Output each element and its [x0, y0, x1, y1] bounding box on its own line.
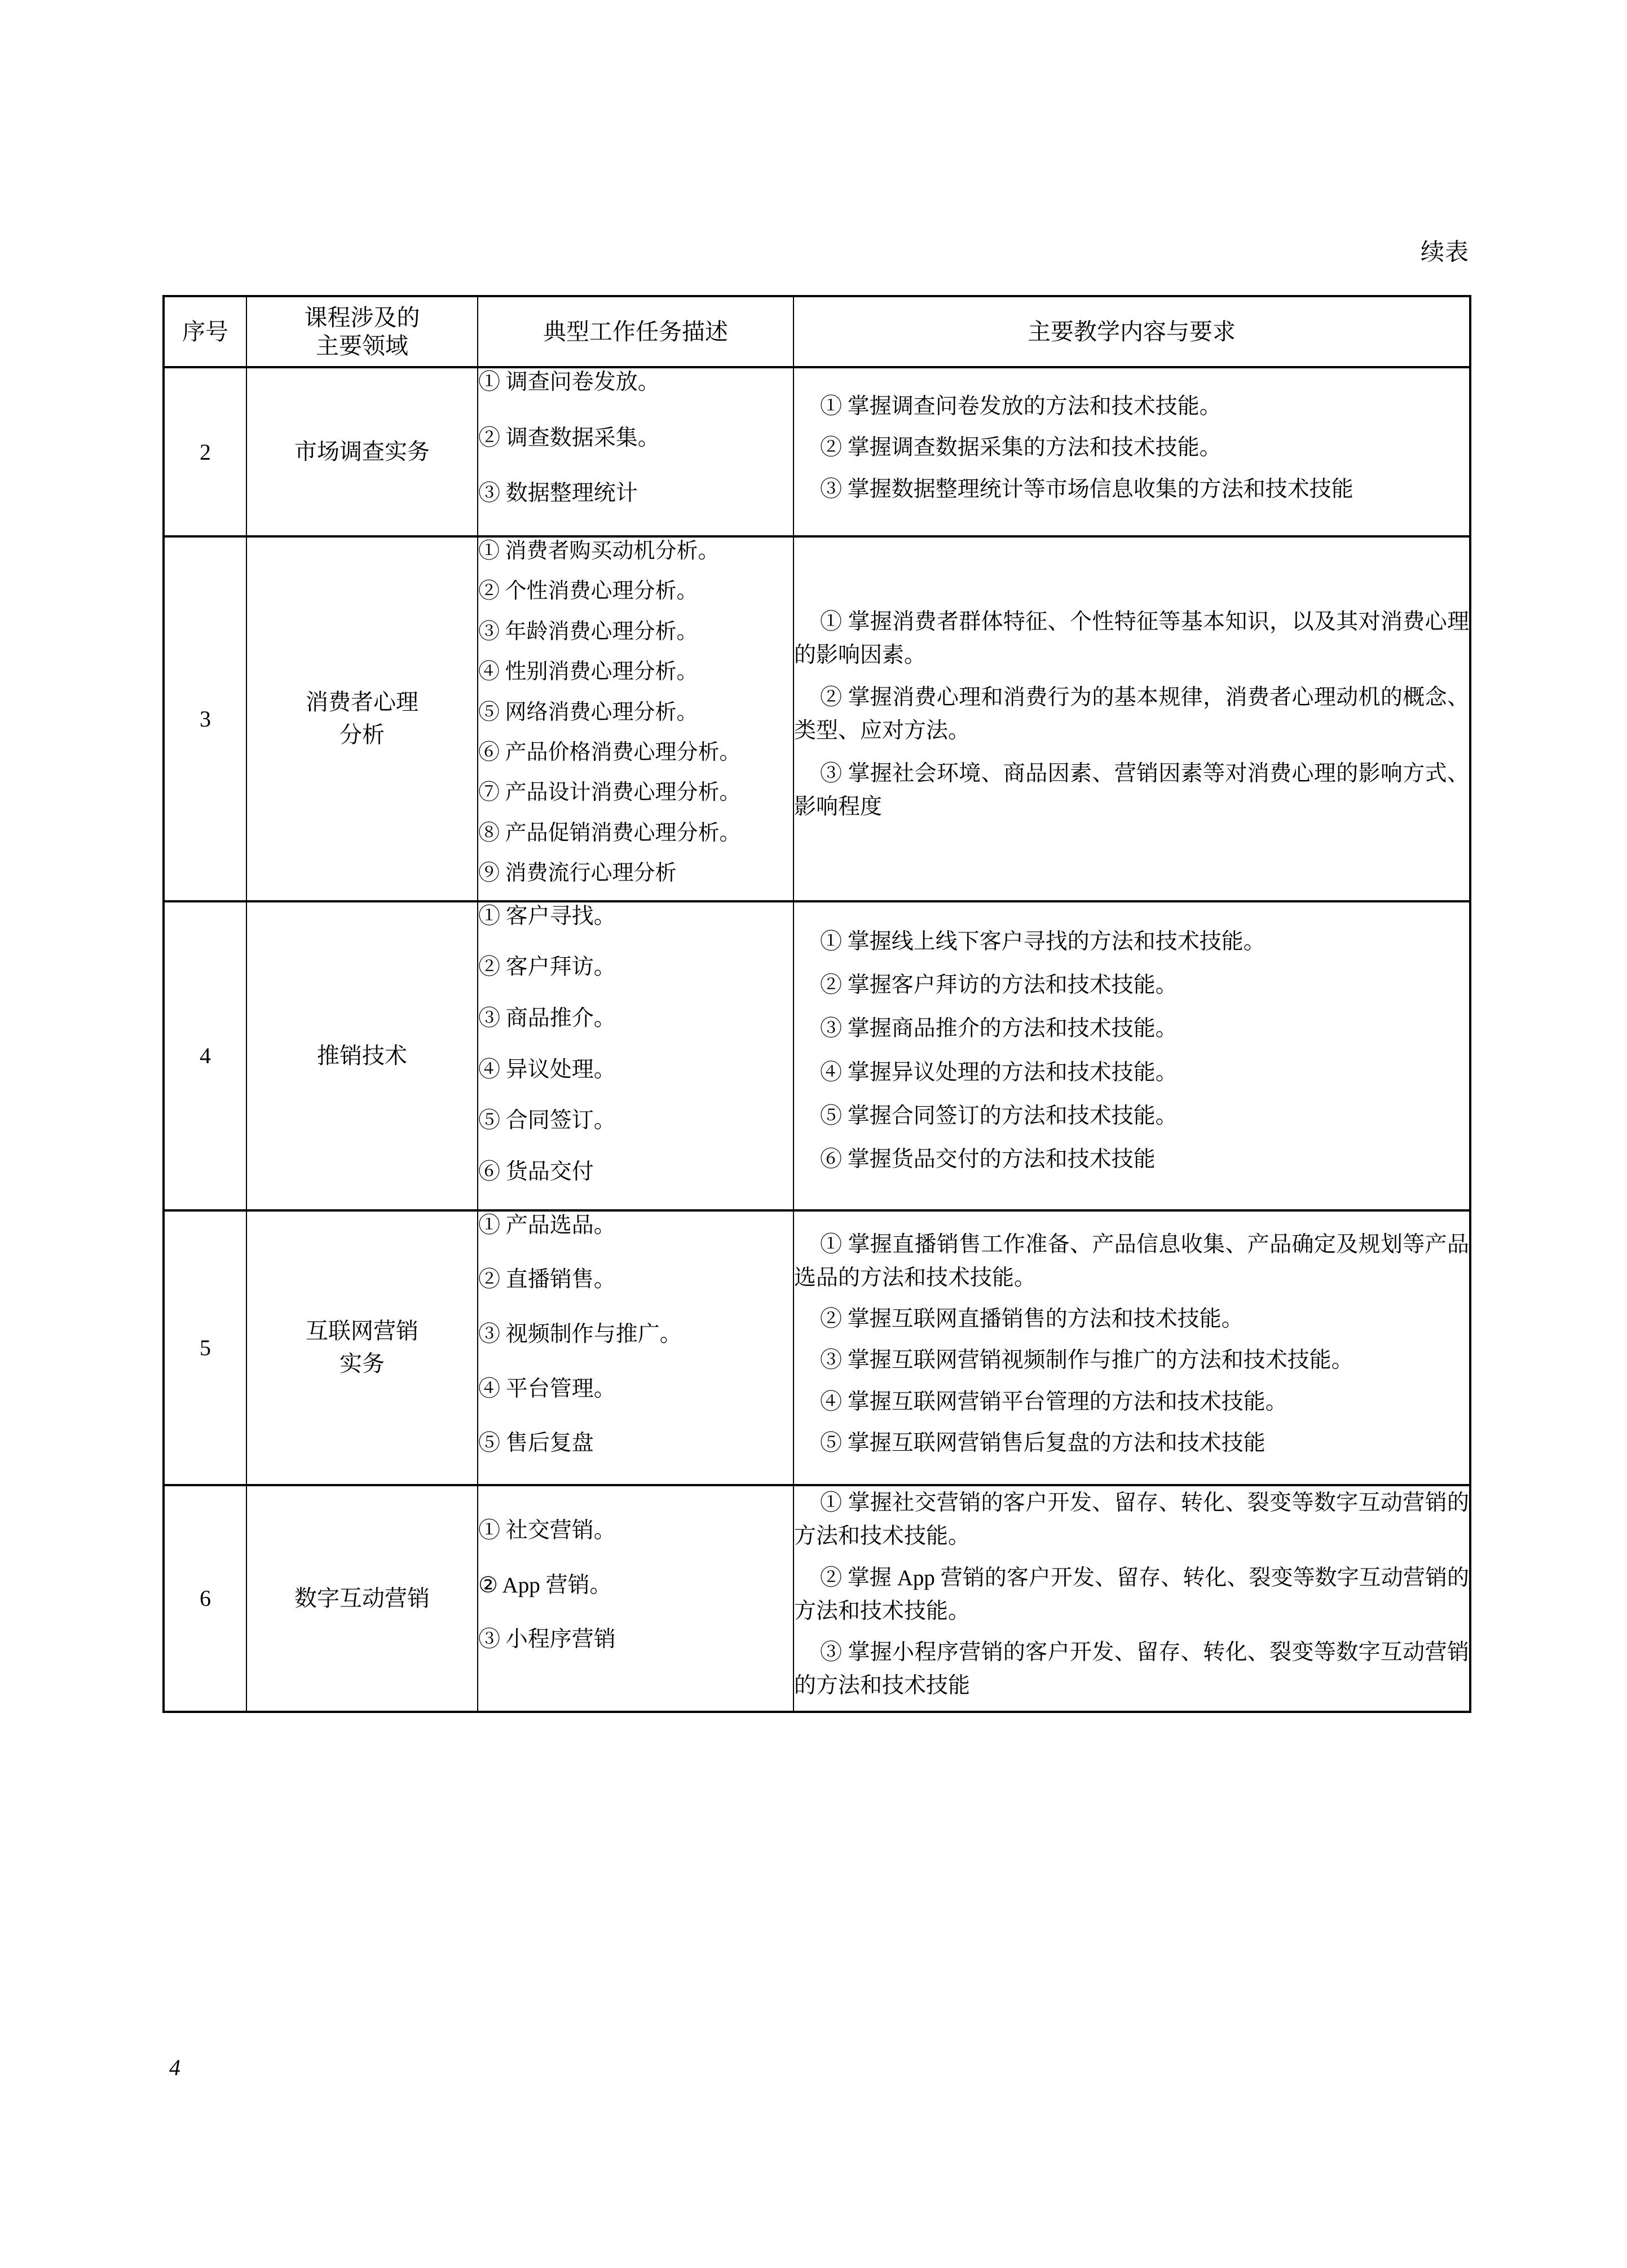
teaching-item: ② 掌握 App 营销的客户开发、留存、转化、裂变等数字互动营销的方法和技术技能。	[794, 1565, 1469, 1623]
cell-work-tasks	[478, 367, 793, 536]
teaching-item: ⑤ 掌握互联网营销售后复盘的方法和技术技能	[820, 1430, 1266, 1455]
teaching-item: ① 掌握消费者群体特征、个性特征等基本知识，以及其对消费心理的影响因素。	[794, 609, 1469, 667]
task-item: ① 调查问卷发放。	[478, 370, 660, 394]
course-table	[162, 295, 1471, 1713]
table-header-row	[164, 296, 1470, 367]
teaching-item: ① 掌握线上线下客户寻找的方法和技术技能。	[820, 929, 1266, 954]
cell-index: 6	[164, 1485, 246, 1712]
header-cell-field	[246, 296, 478, 367]
teaching-item: ① 掌握调查问卷发放的方法和技术技能。	[820, 394, 1222, 419]
cell-course-field	[246, 1210, 478, 1485]
table-row	[164, 901, 1470, 1210]
task-item: ④ 异议处理。	[478, 1057, 616, 1082]
cell-teaching-content	[793, 367, 1470, 536]
task-item: ④ 平台管理。	[478, 1376, 616, 1401]
teaching-item: ④ 掌握互联网营销平台管理的方法和技术技能。	[820, 1389, 1288, 1414]
header-field-line2: 主要领域	[316, 333, 408, 359]
task-item: ② 直播销售。	[478, 1267, 616, 1292]
task-item: ① 客户寻找。	[478, 904, 616, 928]
table-row	[164, 1210, 1470, 1485]
table-row	[164, 536, 1470, 901]
course-field-line: 数字互动营销	[294, 1585, 430, 1611]
header-cell-task: 典型工作任务描述	[478, 296, 793, 367]
task-item: ⑤ 合同签订。	[478, 1108, 616, 1133]
task-item: ④ 性别消费心理分析。	[478, 660, 698, 684]
task-item: ① 社交营销。	[478, 1518, 616, 1543]
task-item: ③ 数据整理统计	[478, 481, 638, 506]
task-item: ② 客户拜访。	[478, 955, 616, 980]
teaching-item: ③ 掌握社会环境、商品因素、营销因素等对消费心理的影响方式、影响程度	[794, 761, 1469, 819]
cell-work-tasks	[478, 901, 793, 1210]
task-item: ⑥ 产品价格消费心理分析。	[478, 741, 741, 765]
cell-course-field	[246, 367, 478, 536]
course-field-line: 消费者心理	[306, 689, 418, 715]
teaching-item: ③ 掌握互联网营销视频制作与推广的方法和技术技能。	[820, 1348, 1353, 1373]
task-item: ② App 营销。	[478, 1573, 612, 1597]
cell-teaching-content	[793, 901, 1470, 1210]
teaching-item: ② 掌握客户拜访的方法和技术技能。	[820, 973, 1178, 998]
teaching-item: ④ 掌握异议处理的方法和技术技能。	[820, 1060, 1178, 1085]
teaching-item: ① 掌握社交营销的客户开发、留存、转化、裂变等数字互动营销的方法和技术技能。	[794, 1491, 1469, 1549]
task-item: ② 调查数据采集。	[478, 425, 660, 450]
teaching-item: ③ 掌握商品推介的方法和技术技能。	[820, 1016, 1178, 1041]
task-item: ⑤ 售后复盘	[478, 1431, 594, 1456]
course-field-line: 实务	[339, 1351, 385, 1377]
course-field-line: 推销技术	[317, 1042, 407, 1068]
table-row	[164, 367, 1470, 536]
cell-course-field	[246, 536, 478, 901]
cell-teaching-content	[793, 1485, 1470, 1712]
task-item: ⑧ 产品促销消费心理分析。	[478, 821, 741, 845]
header-cell-teaching: 主要教学内容与要求	[793, 296, 1470, 367]
cell-work-tasks	[478, 536, 793, 901]
table-row	[164, 1485, 1470, 1712]
cell-teaching-content	[793, 1210, 1470, 1485]
teaching-item: ① 掌握直播销售工作准备、产品信息收集、产品确定及规划等产品选品的方法和技术技能。	[794, 1232, 1469, 1290]
page-number: 4	[169, 2055, 180, 2080]
course-field-line: 互联网营销	[306, 1318, 418, 1344]
cell-index: 2	[164, 367, 246, 536]
task-item: ⑨ 消费流行心理分析	[478, 861, 677, 886]
teaching-item: ③ 掌握数据整理统计等市场信息收集的方法和技术技能	[820, 477, 1353, 501]
cell-teaching-content	[793, 536, 1470, 901]
task-item: ③ 年龄消费心理分析。	[478, 619, 698, 644]
cell-index: 4	[164, 901, 246, 1210]
task-item: ① 产品选品。	[478, 1213, 616, 1238]
task-item: ③ 视频制作与推广。	[478, 1322, 682, 1347]
task-item: ② 个性消费心理分析。	[478, 579, 698, 604]
course-table-body	[164, 296, 1470, 1712]
cell-course-field	[246, 1485, 478, 1712]
task-item: ⑥ 货品交付	[478, 1160, 594, 1184]
task-item: ⑤ 网络消费心理分析。	[478, 700, 698, 724]
header-cell-no: 序号	[164, 296, 246, 367]
task-item: ③ 商品推介。	[478, 1006, 616, 1030]
task-item: ⑦ 产品设计消费心理分析。	[478, 781, 741, 805]
course-table-container	[162, 295, 1469, 1713]
teaching-item: ⑥ 掌握货品交付的方法和技术技能	[820, 1147, 1156, 1172]
cell-work-tasks	[478, 1485, 793, 1712]
cell-work-tasks	[478, 1210, 793, 1485]
teaching-item: ② 掌握消费心理和消费行为的基本规律，消费者心理动机的概念、类型、应对方法。	[794, 685, 1469, 743]
teaching-item: ③ 掌握小程序营销的客户开发、留存、转化、裂变等数字互动营销的方法和技术技能	[794, 1640, 1469, 1698]
course-field-line: 分析	[339, 722, 385, 748]
task-item: ③ 小程序营销	[478, 1627, 616, 1652]
cell-index: 5	[164, 1210, 246, 1485]
teaching-item: ② 掌握互联网直播销售的方法和技术技能。	[820, 1307, 1244, 1332]
task-item: ① 消费者购买动机分析。	[478, 539, 720, 563]
teaching-item: ⑤ 掌握合同签订的方法和技术技能。	[820, 1103, 1178, 1128]
header-field-line1: 课程涉及的	[304, 304, 420, 331]
continued-table-label: 续表	[1420, 240, 1469, 266]
teaching-item: ② 掌握调查数据采集的方法和技术技能。	[820, 435, 1222, 460]
cell-course-field	[246, 901, 478, 1210]
course-field-line: 市场调查实务	[294, 439, 430, 465]
cell-index: 3	[164, 536, 246, 901]
